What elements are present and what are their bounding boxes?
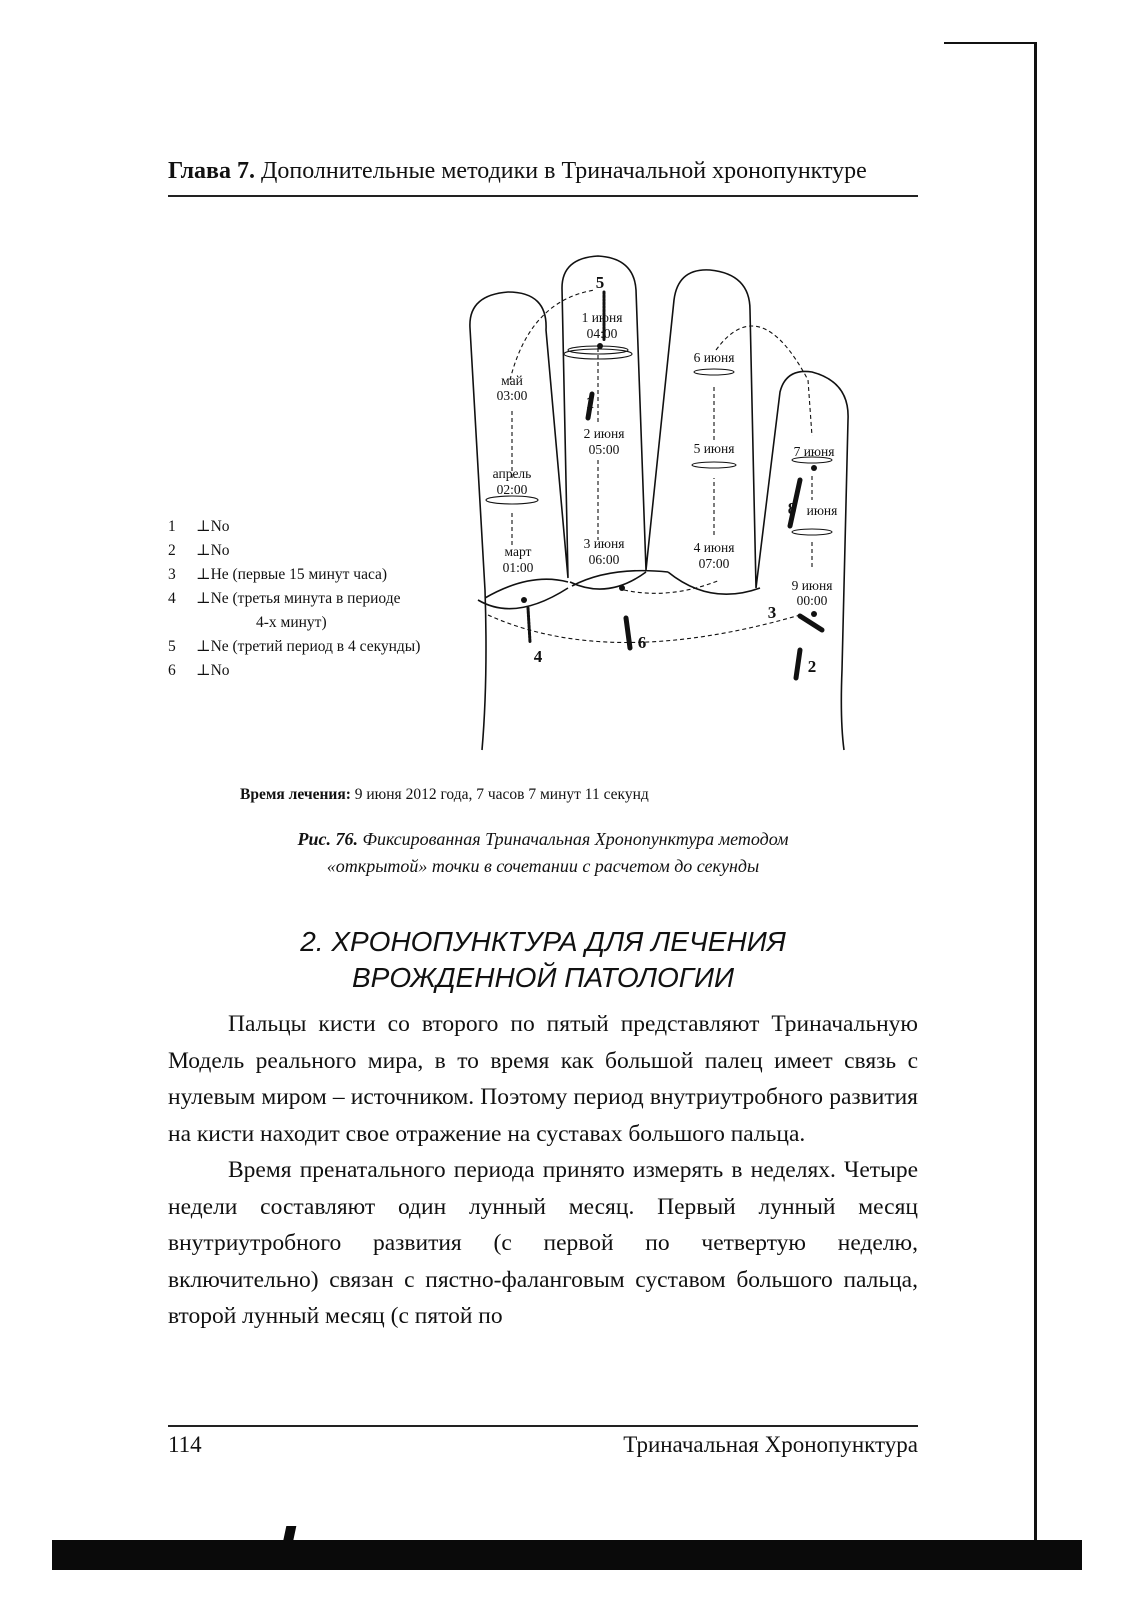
label-june7: 7 июня [793, 444, 835, 459]
needle-marker [528, 608, 530, 642]
section-heading-line-1: 2. ХРОНОПУНКТУРА ДЛЯ ЛЕЧЕНИЯ [300, 926, 786, 957]
marker-6: 6 [637, 633, 647, 652]
hand-diagram [460, 250, 900, 770]
legend-text: ⊥Ne (третья минута в периоде [196, 590, 401, 607]
paragraph: Время пренатального периода принято измерять в неделях. Четыре недели составляют один лунный месяц. Первый лунный месяц внутриутробного развития (с первой по четвертую неделю, включительно) связан с пястно-фаланговым суставом большого пальца, второй лунный месяц (с пятой по [168, 1157, 918, 1329]
needle-marker [626, 618, 630, 648]
label-may: май [501, 373, 523, 388]
label-march-time: 01:00 [502, 560, 534, 575]
treatment-label: Время лечения: [240, 786, 351, 803]
label-june1-time: 04:00 [586, 326, 618, 341]
label-june6: 6 июня [693, 350, 735, 365]
label-june3: 3 июня [583, 536, 625, 551]
marker-2: 2 [807, 657, 817, 676]
marker-1: 1 [585, 393, 595, 412]
marker-4: 4 [533, 647, 543, 666]
running-header [168, 158, 918, 185]
label-june4-time: 07:00 [698, 556, 730, 571]
paragraph: Пальцы кисти со второго по пятый представляют Триначальную Модель реального мира, в то время как большой палец имеет связь с нулевым миром – источником. Поэтому период внутриутробного развития на кисти находит свое отражение на суставах большого пальца. [168, 1011, 918, 1147]
scan-edge-right [1034, 42, 1037, 1542]
figure-caption [168, 826, 918, 880]
joint-oval [694, 369, 734, 375]
legend-text: ⊥No [196, 662, 230, 679]
caption-line-1: Фиксированная Триначальная Хронопунктура методом [362, 829, 789, 849]
needle-marker [800, 616, 822, 630]
label-june3-time: 06:00 [588, 552, 620, 567]
label-june8: июня [806, 503, 838, 518]
legend-number: 1 [168, 518, 176, 535]
label-may-time: 03:00 [496, 388, 528, 403]
legend-item [168, 563, 488, 587]
legend-item [168, 539, 488, 563]
page-number: 114 [168, 1432, 202, 1457]
label-june9-time: 00:00 [796, 593, 828, 608]
label-april-time: 02:00 [496, 482, 528, 497]
section-heading-line-2: ВРОЖДЕННОЙ ПАТОЛОГИИ [351, 962, 735, 993]
label-june9: 9 июня [791, 578, 833, 593]
legend-item [168, 515, 488, 539]
legend-item [168, 635, 488, 659]
marker-5: 5 [595, 273, 605, 292]
legend-number: 6 [168, 662, 176, 679]
caption-label: Рис. 76. [297, 829, 358, 849]
running-footer [168, 1432, 918, 1458]
marker-8: 8 [787, 499, 797, 518]
joint-oval [692, 462, 736, 468]
label-june2-time: 05:00 [588, 442, 620, 457]
label-june2: 2 июня [583, 426, 625, 441]
legend-text: ⊥Ne (третий период в 4 секунды) [196, 638, 421, 655]
figure-legend [168, 515, 488, 683]
chapter-number: Глава 7. [168, 158, 255, 184]
label-april: апрель [492, 466, 532, 481]
scan-edge-top [944, 42, 1036, 44]
flow-arrow [716, 326, 812, 436]
treatment-value: 9 июня 2012 года, 7 часов 7 минут 11 секунд [354, 786, 649, 803]
legend-item [168, 659, 488, 683]
body-text [168, 1006, 918, 1335]
marker-3: 3 [767, 603, 777, 622]
section-heading [168, 924, 918, 996]
scan-edge-bottom [52, 1540, 1082, 1570]
legend-text: ⊥No [196, 518, 230, 535]
flow-arrow [510, 290, 595, 380]
footer-rule [168, 1425, 918, 1427]
header-rule [168, 195, 918, 197]
acupoint [597, 343, 603, 349]
label-march: март [504, 544, 532, 559]
label-june1: 1 июня [581, 310, 623, 325]
legend-item-continuation [168, 611, 488, 635]
legend-text: ⊥He (первые 15 минут часа) [196, 566, 388, 583]
acupoint [619, 585, 625, 591]
label-june5: 5 июня [693, 441, 735, 456]
acupoint [811, 465, 817, 471]
label-june4: 4 июня [693, 540, 735, 555]
finger-base-curve [570, 572, 646, 589]
legend-number: 3 [168, 566, 176, 583]
legend-number: 4 [168, 590, 176, 607]
legend-number: 5 [168, 638, 176, 655]
legend-number: 2 [168, 542, 176, 559]
book-title: Триначальная Хронопунктура [623, 1432, 918, 1457]
joint-oval [486, 496, 538, 504]
acupoint [521, 597, 527, 603]
legend-text: 4-х минут) [256, 614, 327, 631]
caption-line-2: «открытой» точки в сочетании с расчетом до секунды [326, 856, 760, 876]
treatment-time [240, 786, 940, 804]
finger-base-curve [572, 571, 668, 586]
legend-text: ⊥No [196, 542, 230, 559]
legend-item [168, 587, 488, 611]
needle-marker [796, 650, 800, 678]
joint-oval [792, 529, 832, 535]
chapter-title: Дополнительные методики в Триначальной хронопунктуре [261, 158, 867, 184]
acupoint [811, 611, 817, 617]
